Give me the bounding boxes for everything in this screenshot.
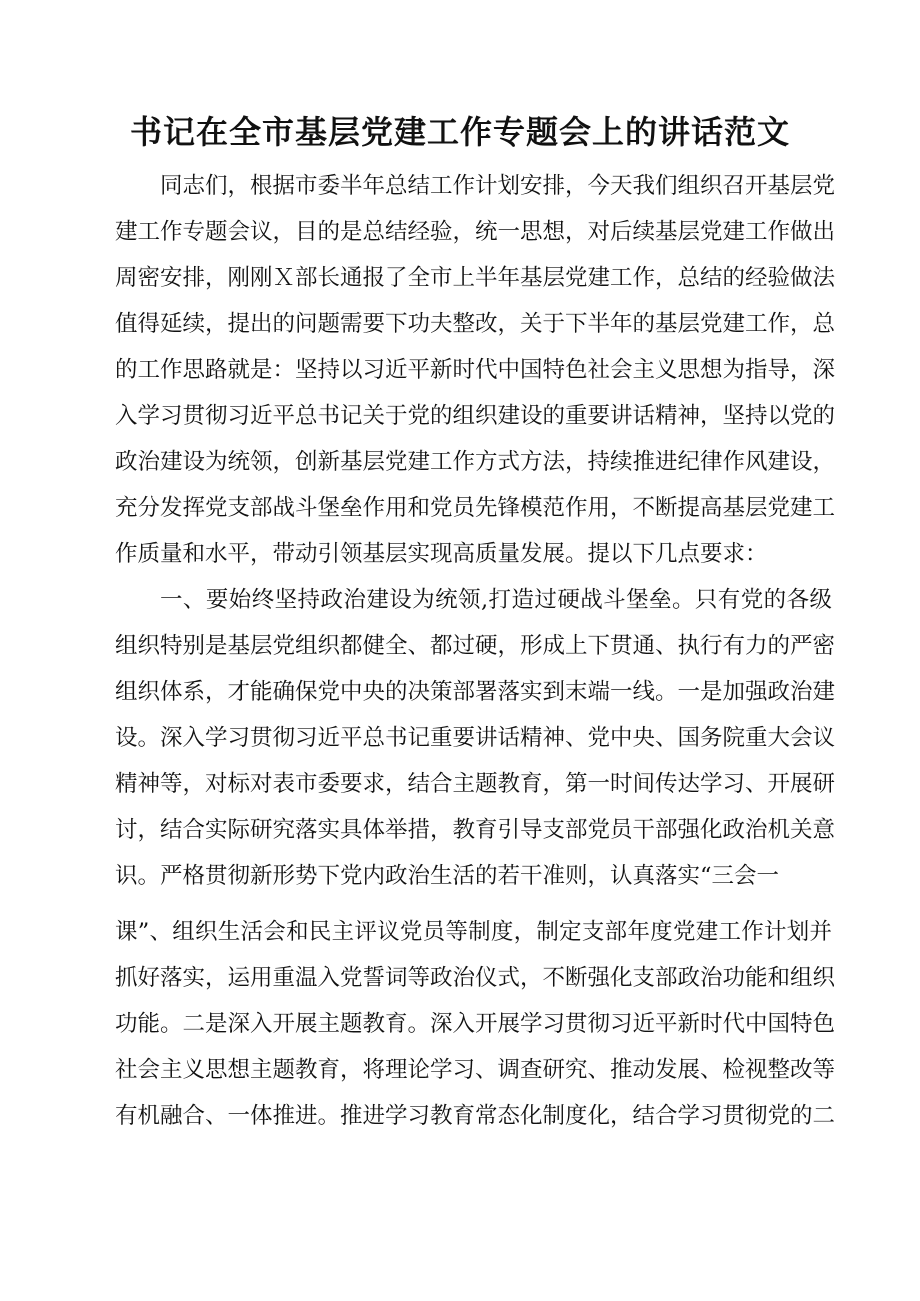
paragraph-line: 值得延续，提出的问题需要下功夫整改，关于下半年的基层党建工作，总 xyxy=(115,311,836,337)
paragraph-line: 组织特别是基层党组织都健全、都过硬，形成上下贯通、执行有力的严密 xyxy=(115,633,836,659)
paragraph-line: 社会主义思想主题教育，将理论学习、调查研究、推动发展、检视整改等 xyxy=(115,1057,836,1083)
paragraph-line: 课”、组织生活会和民主评议党员等制度，制定支部年度党建工作计划并 xyxy=(115,919,832,945)
paragraph-line: 识。严格贯彻新形势下党内政治生活的若干准则，认真落实“三会一 xyxy=(115,863,780,889)
paragraph-line: 组织体系，才能确保党中央的决策部署落实到末端一线。一是加强政治建 xyxy=(115,679,836,705)
paragraph-line: 一、要始终坚持政治建设为统领,打造过硬战斗堡垒。只有党的各级 xyxy=(160,587,832,613)
paragraph-line: 同志们，根据市委半年总结工作计划安排，今天我们组织召开基层党 xyxy=(160,173,836,199)
paragraph-line: 精神等，对标对表市委要求，结合主题教育，第一时间传达学习、开展研 xyxy=(115,771,836,797)
paragraph-line: 有机融合、一体推进。推进学习教育常态化制度化，结合学习贯彻党的二 xyxy=(115,1103,836,1129)
paragraph-line: 充分发挥党支部战斗堡垒作用和党员先锋模范作用，不断提高基层党建工 xyxy=(115,495,836,521)
paragraph-line: 设。深入学习贯彻习近平总书记重要讲话精神、党中央、国务院重大会议 xyxy=(115,725,836,751)
paragraph-line: 建工作专题会议，目的是总结经验，统一思想，对后续基层党建工作做出 xyxy=(115,219,836,245)
paragraph-line: 功能。二是深入开展主题教育。深入开展学习贯彻习近平新时代中国特色 xyxy=(115,1011,836,1037)
paragraph-line: 抓好落实，运用重温入党誓词等政治仪式，不断强化支部政治功能和组织 xyxy=(115,965,836,991)
paragraph-line: 入学习贯彻习近平总书记关于党的组织建设的重要讲话精神，坚持以党的 xyxy=(115,403,836,429)
paragraph-line: 作质量和水平，带动引领基层实现高质量发展。提以下几点要求： xyxy=(115,541,768,567)
paragraph-line: 政治建设为统领，创新基层党建工作方式方法，持续推进纪律作风建设， xyxy=(115,449,836,475)
paragraph-line: 的工作思路就是：坚持以习近平新时代中国特色社会主义思想为指导，深 xyxy=(115,357,836,383)
paragraph-line: 讨，结合实际研究落实具体举措，教育引导支部党员干部强化政治机关意 xyxy=(115,817,836,843)
document-title: 书记在全市基层党建工作专题会上的讲话范文 xyxy=(129,113,790,151)
paragraph-line: 周密安排，刚刚Ｘ部长通报了全市上半年基层党建工作，总结的经验做法 xyxy=(115,265,836,291)
